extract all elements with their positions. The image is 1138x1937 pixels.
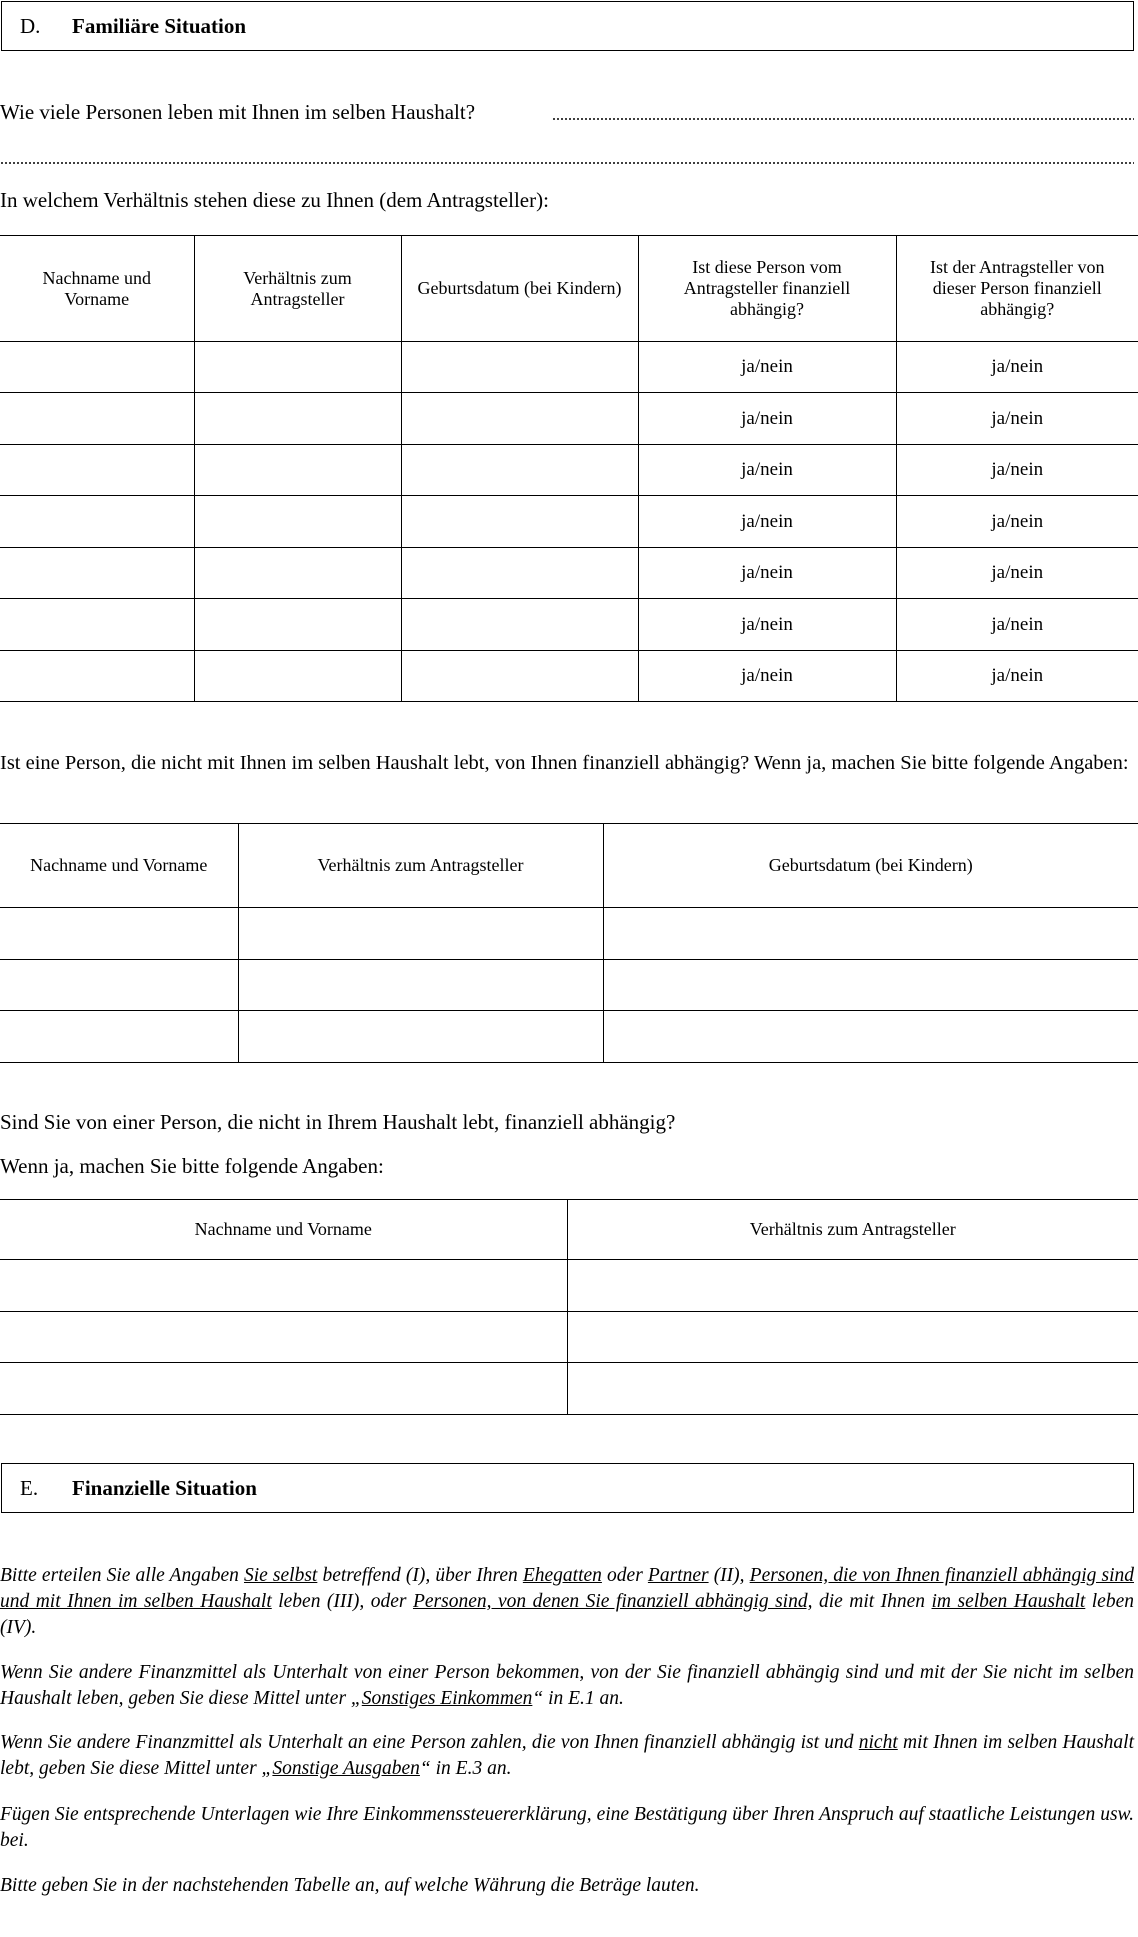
yes-no-cell[interactable]: ja/nein: [638, 548, 896, 599]
p1-underline-self: Sie selbst: [243, 1565, 318, 1586]
p1-underline-partner: Partner: [647, 1565, 709, 1586]
household-count-answer-line[interactable]: [552, 118, 1134, 120]
yes-no-cell[interactable]: ja/nein: [896, 496, 1138, 548]
birthdate-cell[interactable]: [401, 651, 638, 702]
col-dependent-on-applicant-header: Ist diese Person vom Antragsteller finanziell abhängig?: [638, 236, 896, 342]
name-cell[interactable]: [0, 393, 194, 445]
table-header-row: [0, 236, 1138, 342]
name-cell[interactable]: [0, 908, 238, 960]
col-relationship-header: Verhältnis zum Antragsteller: [238, 824, 603, 908]
relationship-cell[interactable]: [194, 342, 401, 393]
p3-text-c: “ in E.3 an.: [419, 1758, 512, 1779]
table-header-row: [0, 1200, 1138, 1260]
yes-no-cell[interactable]: ja/nein: [638, 651, 896, 702]
name-cell[interactable]: [0, 960, 238, 1011]
table-header-row: [0, 824, 1138, 908]
section-d-letter: D.: [20, 13, 41, 38]
relationship-cell[interactable]: [194, 651, 401, 702]
section-d-title: Familiäre Situation: [72, 13, 247, 38]
p3-text-a: Wenn Sie andere Finanzmittel als Unterhalt an eine Person zahlen, die von Ihnen finanziell abhängig ist und: [0, 1732, 859, 1753]
name-cell[interactable]: [0, 651, 194, 702]
col-name-header: Nachname und Vorname: [0, 824, 238, 908]
section-e-header: [1, 1463, 1134, 1513]
relationship-cell[interactable]: [238, 908, 603, 960]
birthdate-cell[interactable]: [401, 599, 638, 651]
relationship-cell[interactable]: [567, 1312, 1138, 1363]
birthdate-cell[interactable]: [603, 908, 1138, 960]
col-applicant-dependent-header: Ist der Antragsteller von dieser Person finanziell abhängig?: [896, 236, 1138, 342]
table-row: [0, 651, 1138, 702]
household-members-table: [0, 235, 1138, 702]
relationship-cell[interactable]: [194, 445, 401, 496]
table-row: [0, 1363, 1138, 1415]
relationship-cell[interactable]: [567, 1260, 1138, 1312]
table-row: [0, 599, 1138, 651]
birthdate-cell[interactable]: [401, 342, 638, 393]
table-row: [0, 1260, 1138, 1312]
p3-underline-other-expenses: Sonstige Ausgaben: [272, 1758, 420, 1779]
yes-no-cell[interactable]: ja/nein: [638, 599, 896, 651]
birthdate-cell[interactable]: [401, 393, 638, 445]
instructions-paragraph-5: Bitte geben Sie in der nachstehenden Tabelle an, auf welche Währung die Beträge lauten.: [0, 1875, 700, 1896]
col-name-header: Nachname und Vorname: [0, 236, 194, 342]
birthdate-cell[interactable]: [401, 496, 638, 548]
col-name-header: Nachname und Vorname: [0, 1200, 567, 1260]
instructions-paragraph-4: Fügen Sie entsprechende Unterlagen wie Ihre Einkommenssteuererklärung, eine Bestätigung über Ihren Anspruch auf staatliche Leistungen usw. bei.: [0, 1804, 1134, 1851]
table-row: [0, 548, 1138, 599]
yes-no-cell[interactable]: ja/nein: [896, 548, 1138, 599]
col-relationship-header: Verhältnis zum Antragsteller: [567, 1200, 1138, 1260]
yes-no-cell[interactable]: ja/nein: [896, 445, 1138, 496]
section-d-header: [1, 1, 1134, 51]
instructions-paragraph-2: [0, 1660, 1134, 1712]
p2-text-b: “ in E.1 an.: [532, 1688, 624, 1709]
relationship-cell[interactable]: [238, 960, 603, 1011]
dependent-outside-question: Ist eine Person, die nicht mit Ihnen im selben Haushalt lebt, von Ihnen finanziell abhängig? Wenn ja, machen Sie bitte folgende Angaben:: [0, 752, 1129, 774]
relationship-question: In welchem Verhältnis stehen diese zu Ihnen (dem Antragsteller):: [0, 188, 549, 212]
yes-no-cell[interactable]: ja/nein: [896, 651, 1138, 702]
instructions-paragraph-3: [0, 1730, 1134, 1782]
relationship-cell[interactable]: [238, 1011, 603, 1063]
name-cell[interactable]: [0, 445, 194, 496]
yes-no-cell[interactable]: ja/nein: [638, 393, 896, 445]
yes-no-cell[interactable]: ja/nein: [896, 599, 1138, 651]
p1-underline-dependents: Personen, die von Ihnen finanziell abhängig sind und mit Ihnen im selben Haushalt: [0, 1565, 1134, 1612]
relationship-cell[interactable]: [567, 1363, 1138, 1415]
p1-text-f: die mit Ihnen: [812, 1591, 932, 1612]
you-dependent-question: Sind Sie von einer Person, die nicht in Ihrem Haushalt lebt, finanziell abhängig?: [0, 1110, 676, 1134]
yes-no-cell[interactable]: ja/nein: [896, 393, 1138, 445]
household-count-question: Wie viele Personen leben mit Ihnen im selben Haushalt?: [0, 100, 476, 124]
p3-text-b: mit Ihnen im selben Haushalt lebt, geben Sie diese Mittel unter „: [0, 1732, 1134, 1779]
table-row: [0, 908, 1138, 960]
birthdate-cell[interactable]: [603, 1011, 1138, 1063]
supporters-table: [0, 1199, 1138, 1415]
name-cell[interactable]: [0, 1011, 238, 1063]
p1-text-e: leben (III), oder: [271, 1591, 413, 1612]
table-row: [0, 496, 1138, 548]
yes-no-cell[interactable]: ja/nein: [638, 445, 896, 496]
name-cell[interactable]: [0, 548, 194, 599]
instructions-paragraph-1: [0, 1563, 1134, 1641]
section-e-title: Finanzielle Situation: [72, 1475, 257, 1500]
relationship-cell[interactable]: [194, 393, 401, 445]
section-e-letter: E.: [20, 1475, 39, 1500]
table-row: [0, 1011, 1138, 1063]
name-cell[interactable]: [0, 496, 194, 548]
birthdate-cell[interactable]: [401, 445, 638, 496]
household-count-answer-line-2[interactable]: [0, 162, 1134, 164]
relationship-cell[interactable]: [194, 496, 401, 548]
p1-text-a: Bitte erteilen Sie alle Angaben: [0, 1565, 244, 1586]
p2-underline-other-income: Sonstiges Einkommen: [361, 1688, 533, 1709]
yes-no-cell[interactable]: ja/nein: [638, 496, 896, 548]
relationship-cell[interactable]: [194, 599, 401, 651]
name-cell[interactable]: [0, 1363, 567, 1415]
p1-text-d: (II),: [708, 1565, 750, 1586]
birthdate-cell[interactable]: [603, 960, 1138, 1011]
col-relationship-header: Verhältnis zum Antragsteller: [194, 236, 401, 342]
table-row: [0, 960, 1138, 1011]
yes-no-cell[interactable]: ja/nein: [896, 342, 1138, 393]
p1-text-c: oder: [601, 1565, 648, 1586]
col-birthdate-header: Geburtsdatum (bei Kindern): [603, 824, 1138, 908]
yes-no-cell[interactable]: ja/nein: [638, 342, 896, 393]
p1-text-b: betreffend (I), über Ihren: [317, 1565, 523, 1586]
if-yes-instruction: Wenn ja, machen Sie bitte folgende Angaben:: [0, 1154, 384, 1178]
p1-text-g: leben (IV).: [0, 1591, 1134, 1638]
name-cell[interactable]: [0, 1312, 567, 1363]
table-row: [0, 342, 1138, 393]
name-cell[interactable]: [0, 599, 194, 651]
name-cell[interactable]: [0, 1260, 567, 1312]
table-row: [0, 445, 1138, 496]
birthdate-cell[interactable]: [401, 548, 638, 599]
p1-underline-supporters: Personen, von denen Sie finanziell abhängig sind,: [412, 1591, 813, 1612]
name-cell[interactable]: [0, 342, 194, 393]
relationship-cell[interactable]: [194, 548, 401, 599]
dependents-outside-table: [0, 823, 1138, 1063]
p1-underline-spouse: Ehegatten: [522, 1565, 602, 1586]
table-row: [0, 393, 1138, 445]
col-birthdate-header: Geburtsdatum (bei Kindern): [401, 236, 638, 342]
p3-underline-not: nicht: [858, 1732, 898, 1753]
p2-text-a: Wenn Sie andere Finanzmittel als Unterhalt von einer Person bekommen, von der Sie finanziell abhängig sind und mit der Sie nicht im selben Haushalt leben, geben Sie diese Mittel unter „: [0, 1662, 1134, 1709]
p1-underline-household: im selben Haushalt: [931, 1591, 1086, 1612]
table-row: [0, 1312, 1138, 1363]
